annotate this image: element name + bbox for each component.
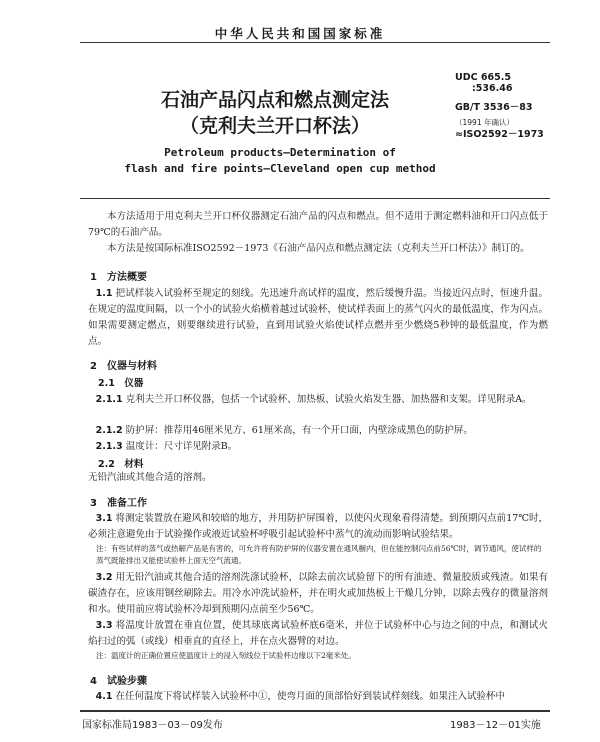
effective-date: 1983－12－01实施 <box>450 720 541 731</box>
section-2-1-3 <box>88 439 548 455</box>
section-3-1 <box>88 511 548 543</box>
section-2-1-1 <box>88 392 548 408</box>
title-cn-line1: 石油产品闪点和燃点测定法 <box>160 89 389 111</box>
section-2-1-3-number: 2.1.3 <box>95 441 123 452</box>
section-3-2 <box>88 570 548 618</box>
section-2-2-heading: 2.2 材料 <box>98 459 144 470</box>
udc-code: UDC 665.5 <box>455 72 511 83</box>
confirmed-year: （1991 年确认） <box>455 118 514 127</box>
section-4-heading: 4 试验步骤 <box>90 676 147 687</box>
section-2-1-1-text: 克利夫兰开口杯仪器，包括一个试验杯、加热板、试验火焰发生器、加热器和支架。详见附录A。 <box>125 394 532 405</box>
section-2-1-1-number: 2.1.1 <box>95 394 123 405</box>
section-3-2-text: 用无铅汽油或其他合适的溶剂洗涤试验杯，以除去前次试验留下的所有油迹、微量胶质或残渣。如果有碳渣存在，应该用钢丝刷除去。用冷水冲洗试验杯，并在明火或加热板上干燥几分钟，以除去残存的微量溶剂和水。使用前应将试验杯冷却到预期闪点前至少56℃。 <box>88 572 548 615</box>
title-en-line2: flash and fire points—Cleveland open cup method <box>124 162 436 175</box>
section-2-1-3-text: 温度计：尺寸详见附录B。 <box>125 441 238 452</box>
footer-rule <box>80 710 550 712</box>
header-rule-top <box>80 42 550 43</box>
section-2-1-2 <box>88 423 548 439</box>
section-3-1-note: 注：有些试样的蒸气或热解产品是有害的，可允许将有防护屏的仪器安置在通风橱内，但在能控制闪点前56℃时，调节通风，使试样的蒸气既能排出又能使试验杯上面无空气流通。 <box>96 544 542 565</box>
section-4-1 <box>88 689 548 705</box>
section-3-2-number: 3.2 <box>95 572 113 583</box>
standard-org-header: 中华人民共和国国家标准 <box>214 26 386 41</box>
issue-date: 国家标准局1983－03－09发布 <box>82 720 223 731</box>
udc-code-suffix: :536.46 <box>472 83 513 94</box>
header-rule-bottom <box>80 198 550 199</box>
section-3-3-text: 将温度计放置在垂直位置，使其球底离试验杯底6毫米，并位于试验杯中心与边之间的中点，和测试火焰扫过的弧（或线）相垂直的直径上，并在点火器臂的对边。 <box>88 620 548 647</box>
section-1-1-text: 把试样装入试验杯至规定的刻线。先迅速升高试样的温度，然后缓慢升温。当接近闪点时，恒速升温。在规定的温度间隔，以一个小的试验火焰横着越过试验杯，使试样表面上的蒸气闪火的最低温度，作为闪点。如果需要测定燃点，则要继续进行试验，直到用试验火焰使试样点燃并至少燃烧5秒钟的最低温度，作为燃点。 <box>88 288 548 347</box>
section-4-1-text: 在任何温度下将试样装入试验杯中①，使弯月面的顶部恰好到装试样刻线。如果注入试验杯中 <box>115 691 505 702</box>
gb-code: GB/T 3536－83 <box>455 102 533 113</box>
section-3-3-number: 3.3 <box>95 620 113 631</box>
section-2-1-heading: 2.1 仪器 <box>98 378 144 389</box>
section-1-1-number: 1.1 <box>95 288 113 299</box>
title-en-line1: Petroleum products—Determination of <box>164 146 396 159</box>
section-4-1-number: 4.1 <box>95 691 113 702</box>
section-3-3-note: 注：温度计的正确位置应使温度计上的浸入刻线位于试验杯边缘以下2毫米处。 <box>96 651 356 660</box>
title-cn-line2: （克利夫兰开口杯法） <box>179 115 370 137</box>
section-3-1-number: 3.1 <box>95 513 113 524</box>
section-2-1-2-number: 2.1.2 <box>95 425 123 436</box>
section-3-heading: 3 准备工作 <box>90 498 147 509</box>
section-2-2-text: 无铅汽油或其他合适的溶剂。 <box>88 472 212 483</box>
intro-paragraph-1: 本方法适用于用克利夫兰开口杯仪器测定石油产品的闪点和燃点。但不适用于测定燃料油和开口闪点低于79℃的石油产品。 <box>88 211 548 238</box>
section-3-1-text: 将测定装置放在避风和较暗的地方，并用防护屏围着，以使闪火现象看得清楚。到预期闪点前17℃时，必须注意避免由于试验操作或液近试验杯呼吸引起试验杯中蒸气的流动而影响试验结果。 <box>88 513 549 540</box>
section-1-heading: 1 方法概要 <box>90 272 147 283</box>
section-2-heading: 2 仪器与材料 <box>90 361 157 372</box>
intro-paragraph-2: 本方法是按国际标准ISO2592－1973《石油产品闪点和燃点测定法（克利夫兰开口杯法）》制订的。 <box>107 243 530 254</box>
section-3-3 <box>88 618 548 650</box>
iso-reference: ≈ISO2592－1973 <box>455 129 544 140</box>
section-2-1-2-text: 防护屏：推荐用46厘米见方、61厘米高，有一个开口面，内壁涂成黑色的防护屏。 <box>125 425 473 436</box>
section-1-1 <box>88 286 548 350</box>
